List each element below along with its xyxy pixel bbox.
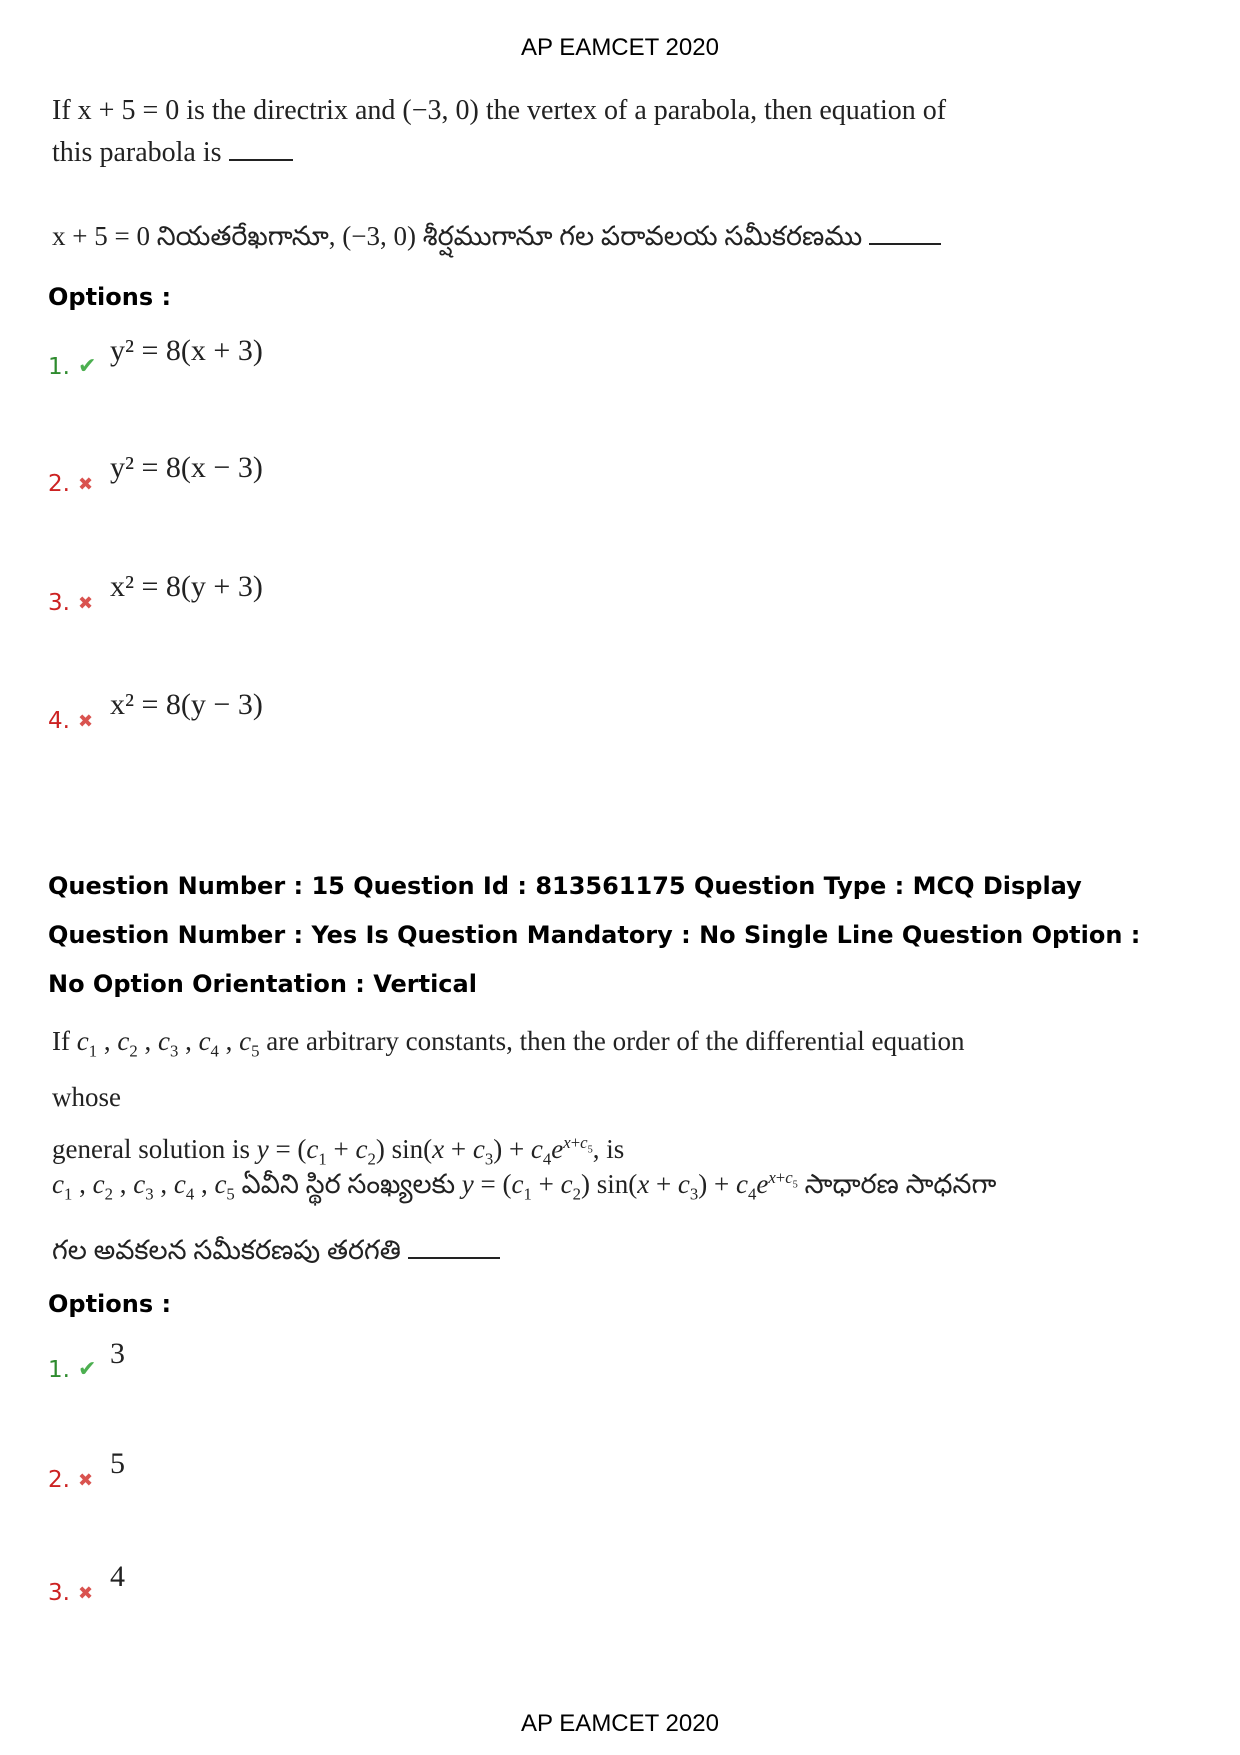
options-label: Options :: [48, 1290, 172, 1318]
question-15-metadata: Question Number : 15 Question Id : 813561175 Question Type : MCQ Display Question Number : Yes Is Question Mandatory : No Single Line Question Option : No Option Orientation : Vertical: [48, 872, 1141, 998]
question-14-line-2-text: this parabola is: [52, 137, 222, 168]
option-number: 2.: [48, 471, 70, 497]
option-number: 4.: [48, 708, 70, 734]
cross-icon: ✖: [78, 1470, 94, 1491]
option-value: 4: [110, 1560, 125, 1593]
check-icon: ✔: [78, 1357, 97, 1382]
option-value: 3: [110, 1337, 125, 1370]
options-label: Options :: [48, 283, 172, 311]
option-number: 1.: [48, 1357, 70, 1383]
option-value: y² = 8(x + 3): [110, 334, 263, 367]
page-footer: AP EAMCET 2020: [521, 1710, 719, 1737]
option-value: y² = 8(x − 3): [110, 451, 263, 484]
option-value: x² = 8(y + 3): [110, 570, 263, 603]
question-14-text-telugu: [52, 216, 952, 256]
telugu-suffix-text: సాధారణ సాధనగా: [804, 1169, 997, 1199]
line-suffix: , is: [592, 1134, 625, 1165]
question-14-line-1: If x + 5 = 0 is the directrix and (−3, 0) the vertex of a parabola, then equation of: [52, 95, 947, 126]
question-15-telugu-line-1: $c_1$ , $c_2$ , $c_3$ , $c_4$ , $c_5$ ఏవీని స్థిర సంఖ్యలకు $y = (c_1 + c_2) \sin(x + c_3) + c_4e^{x+c_5}$ సాధారణ సాధనగా: [52, 1168, 997, 1204]
page-header: AP EAMCET 2020: [521, 34, 719, 61]
answer-blank: [229, 133, 293, 161]
question-14-text-english: [52, 90, 952, 174]
cross-icon: ✖: [78, 1583, 94, 1604]
cross-icon: ✖: [78, 711, 94, 732]
question-14-telugu-text: x + 5 = 0 నియతరేఖగానూ, (−3, 0) శీర్షముగానూ గల పరావలయ సమీకరణము: [52, 221, 863, 251]
telugu-line-2-text: గల అవకలన సమీకరణపు తరగతి: [52, 1235, 401, 1266]
question-15-line-1: If $c_1$ , $c_2$ , $c_3$ , $c_4$ , $c_5$ are arbitrary constants, then the order of the differential equation whose: [52, 1026, 965, 1113]
check-icon: ✔: [78, 354, 97, 379]
option-number: 3.: [48, 590, 70, 616]
answer-blank: [408, 1231, 500, 1259]
option-number: 1.: [48, 354, 70, 380]
answer-blank: [869, 217, 941, 245]
cross-icon: ✖: [78, 593, 94, 614]
option-value: 5: [110, 1447, 125, 1480]
question-15-line-2: general solution is $y = (c_1 + c_2) \sin(x + c_3) + c_4e^{x+c_5}$, is: [52, 1133, 625, 1169]
line-prefix: If: [52, 1026, 70, 1056]
line-prefix: general solution is: [52, 1134, 250, 1165]
cross-icon: ✖: [78, 474, 94, 495]
question-15-text-telugu: [52, 1150, 1012, 1278]
line-suffix: are arbitrary constants, then the order of the differential equation whose: [52, 1026, 965, 1113]
option-number: 3.: [48, 1580, 70, 1606]
option-number: 2.: [48, 1467, 70, 1493]
telugu-mid-text: ఏవీని స్థిర సంఖ్యలకు: [241, 1169, 456, 1199]
question-14-line-2: [52, 132, 952, 174]
option-value: x² = 8(y − 3): [110, 688, 263, 721]
question-15-telugu-line-2: [52, 1222, 1012, 1278]
